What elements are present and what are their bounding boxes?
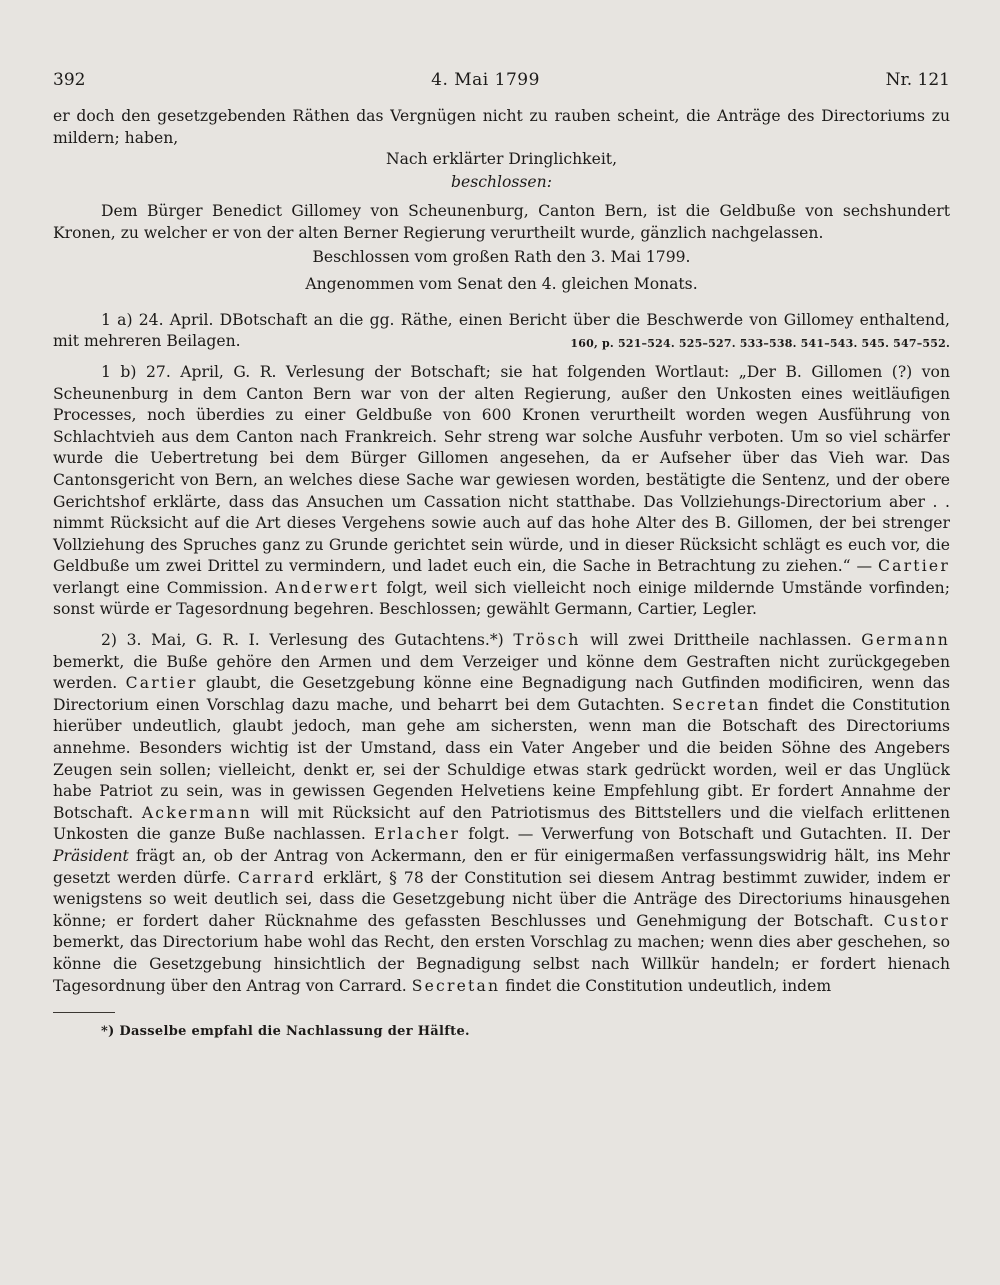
entry-2-p8: frägt an, ob der Antrag von Ackermann, den er für einigermaßen verfassungswidrig hält, ins Mehr gesetzt werden dürfe.	[53, 847, 950, 887]
entry-1b-part2: verlangt eine Commission.	[53, 578, 269, 597]
speaker-secretan: Secretan	[672, 695, 761, 714]
resolution-text: Dem Bürger Benedict Gillomey von Scheunenburg, Canton Bern, ist die Geldbuße von sechshundert Kronen, zu welcher er von der alten Berner Regierung verurtheilt wurde, gänzlich nachgelassen.	[53, 202, 950, 242]
footnote: *) Dasselbe empfahl die Nachlassung der Hälfte.	[101, 1024, 470, 1040]
entry-2-p7: folgt. — Verwerfung von Botschaft und Gutachten. II. Der	[468, 825, 950, 844]
entry-1b	[53, 362, 950, 621]
entry-1a-reference: 160, p. 521–524. 525–527. 533–538. 541–543. 545. 547–552.	[570, 337, 950, 351]
speaker-cartier: Cartier	[877, 557, 950, 576]
entry-2-p3: bemerkt, die Buße gehöre den Armen und dem Verzeiger und könne dem Gestraften nicht zurückgegeben werden.	[53, 652, 950, 693]
speaker-secretan-2: Secretan	[411, 976, 501, 995]
entry-2-p5: findet die Constitution hierüber undeutlich, glaubt jedoch, man gehe am sichersten, wenn man die Botschaft des Directoriums annehme. Besonders wichtig ist der Umstand, dass ein Vater Angeber und die beiden Söhne des Angebers Zeugen sein sollen; vielleicht, denkt er, sei der Schuldige etwas stark gedrückt worden, weil er das Unglück habe Patriot zu sein, was in gewissen Gegenden Helvetiens keine Empfehlung gibt. Er fordert Annahme der Botschaft.	[53, 695, 950, 822]
speaker-erlacher: Erlacher	[373, 825, 461, 844]
speaker-custor: Custor	[883, 911, 950, 930]
resolved-heading: beschlossen:	[451, 172, 552, 191]
entry-2-p11: findet die Constitution undeutlich, indem	[505, 976, 832, 995]
header-date: 4. Mai 1799	[431, 70, 540, 90]
entry-2-p6: will mit Rücksicht auf den Patriotismus des Bittstellers und die vielfach erlittenen Unkosten die ganze Buße nachlassen.	[53, 803, 950, 844]
entry-2-p10: bemerkt, das Directorium habe wohl das Recht, den ersten Vorschlag zu machen; wenn dies aber geschehen, so könne die Gesetzgebung hinsichtlich der Begnadigung selbst nach Willkür handeln; er fordert hienach Tagesordnung über den Antrag von Carrard.	[53, 933, 950, 995]
footnote-divider	[53, 1012, 115, 1013]
page-header	[53, 70, 950, 96]
intro-paragraph: er doch den gesetzgebenden Räthen das Vergnügen nicht zu rauben scheint, die Anträge des Directoriums zu mildern; haben,	[53, 107, 950, 147]
speaker-germann: Germann	[861, 631, 951, 650]
entry-2-p9: erklärt, § 78 der Constitution sei diesem Antrag bestimmt zuwider, indem er wenigstens so weit deutlich sei, dass die Gesetzgebung nicht über die Anträge des Directoriums hinausgehen könne; er fordert daher Rücknahme des gefassten Beschlusses und Genehmigung der Botschaft.	[53, 868, 950, 930]
speaker-cartier-2: Cartier	[125, 674, 198, 693]
urgency-line: Nach erklärter Dringlichkeit,	[385, 150, 618, 169]
entry-1b-part3: folgt, weil sich vielleicht noch einige mildernde Umstände vorfinden; sonst würde er Tagesordnung begehren. Beschlossen; gewählt Germann, Cartier, Legler.	[53, 578, 950, 619]
speaker-ackermann: Ackermann	[141, 803, 252, 822]
entry-2-p4: glaubt, die Gesetzgebung könne eine Begnadigung nach Gutfinden modificiren, wenn das Directorium einen Vorschlag dazu mache, und beharrt bei dem Gutachten.	[53, 674, 950, 714]
speaker-carrard: Carrard	[237, 868, 317, 887]
resolution-accepted: Angenommen vom Senat den 4. gleichen Monats.	[305, 275, 698, 294]
speaker-praesident: Präsident	[53, 847, 129, 865]
entry-1a	[53, 310, 950, 353]
document-number: Nr. 121	[885, 70, 950, 90]
entry-2-p1: 2) 3. Mai, G. R. I. Verlesung des Gutachtens.*)	[101, 631, 504, 650]
speaker-anderwert: Anderwert	[275, 578, 380, 597]
speaker-trosch: Trösch	[513, 631, 581, 650]
entry-1b-part1: 1 b) 27. April, G. R. Verlesung der Botschaft; sie hat folgenden Wortlaut: „Der B. Gillomen (?) von Scheunenburg in dem Canton Bern war von der alten Regierung, außer den Unkosten eines weitläufigen Processes, noch überdies zu einer Geldbuße von 600 Kronen verurtheilt worden wegen Ausführung von Schlachtvieh aus dem Canton nach Frankreich. Sehr streng war solche Ausfuhr verboten. Um so viel schärfer wurde die Uebertretung bei dem Bürger Gillomen angesehen, da er Aufseher über das Vieh war. Das Cantonsgericht von Bern, an welches diese Sache war gewiesen worden, bestätigte die Sentenz, und der obere Gerichtshof erklärte, dass das Ansuchen um Cassation nicht statthabe. Das Vollziehungs-Directorium aber . . nimmt Rücksicht auf die Art dieses Vergehens sowie auch auf das hohe Alter des B. Gillomen, der bei strenger Vollziehung des Spruches ganz zu Grunde gerichtet sein würde, und in dieser Rücksicht schlägt es euch vor, die Geldbuße um zwei Drittel zu vermindern, und ladet euch ein, die Sache in Betrachtung zu ziehen.“ —	[53, 362, 950, 576]
entry-1a-text: 1 a) 24. April. DBotschaft an die gg. Räthe, einen Bericht über die Beschwerde von Gillomey enthaltend, mit mehreren Beilagen.	[53, 310, 950, 351]
entry-2-p2: will zwei Drittheile nachlassen.	[590, 631, 852, 650]
resolution-decided: Beschlossen vom großen Rath den 3. Mai 1799.	[312, 247, 691, 266]
entry-2	[53, 630, 950, 997]
page-number: 392	[53, 70, 86, 90]
